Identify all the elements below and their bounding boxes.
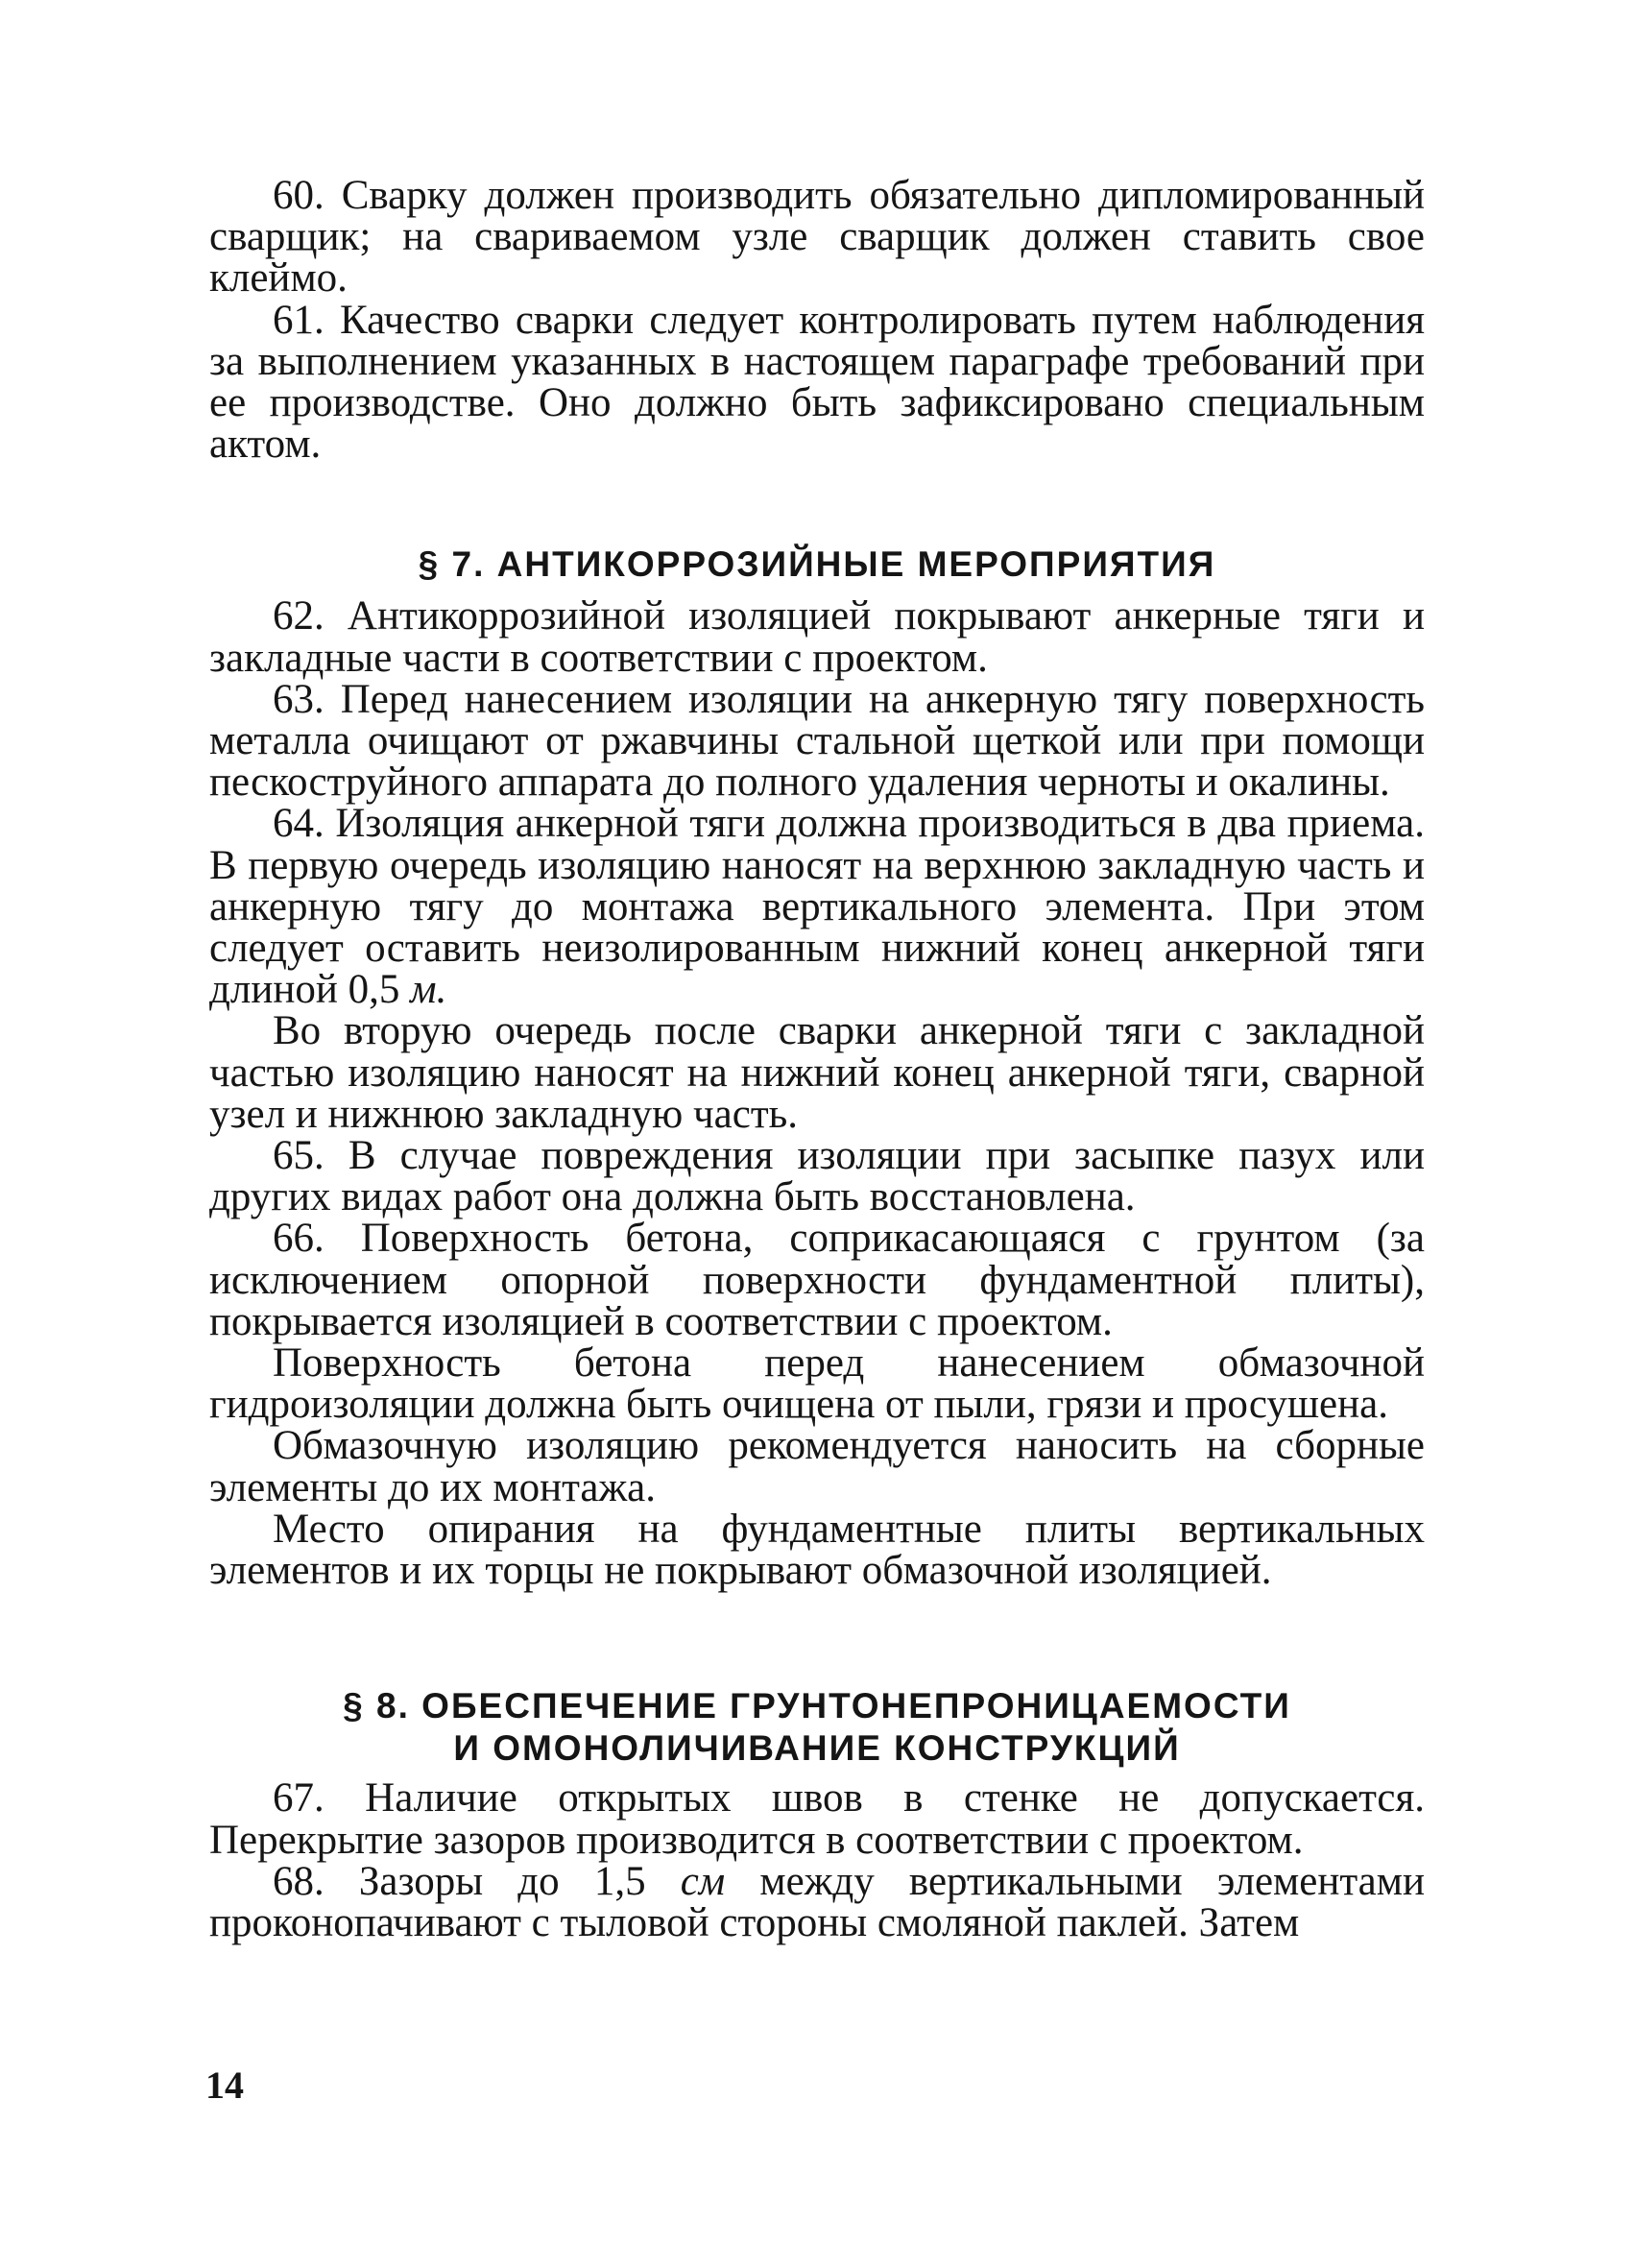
paragraph-62: 62. Антикоррозийной изоляцией покрывают анкерные тяги и закладные части в соответствии с проектом. bbox=[209, 593, 1425, 681]
paragraph-64-continued: Во вторую очередь после сварки анкерной тяги с закладной частью изоляцию наносят на нижний конец анкерной тяги, сварной узел и нижнюю закладную часть. bbox=[209, 1008, 1425, 1137]
paragraph-60: 60. Сварку должен производить обязательно дипломированный сварщик; на свариваемом узле сварщик должен ставить свое клеймо. bbox=[209, 173, 1425, 302]
paragraph-64 bbox=[209, 801, 1425, 1013]
paragraph-63: 63. Перед нанесением изоляции на анкерную тягу поверхность металла очищают от ржавчины стальной щеткой или при помощи пескоструйного аппарата до полного удаления черноты и окалины. bbox=[209, 676, 1425, 806]
paragraph-66-cleaning: Поверхность бетона перед нанесением обмазочной гидроизоляции должна быть очищена от пыли, грязи и просушена. bbox=[209, 1340, 1425, 1428]
paragraph-68-start: 68. Зазоры до 1,5 bbox=[273, 1858, 681, 1904]
section-8-heading bbox=[209, 1685, 1425, 1770]
section-8-heading-line-1: § 8. ОБЕСПЕЧЕНИЕ ГРУНТОНЕПРОНИЦАЕМОСТИ bbox=[343, 1686, 1291, 1726]
paragraph-68 bbox=[209, 1858, 1425, 1945]
paragraph-68-rest: между вертикальными элементами проконопачивают с тыловой стороны смоляной паклей. Затем bbox=[209, 1858, 1425, 1945]
text-column bbox=[209, 175, 1425, 1943]
page-number: 14 bbox=[205, 2063, 244, 2107]
unit-centimeters: см bbox=[680, 1858, 726, 1904]
section-8-heading-line-2: И ОМОНОЛИЧИВАНИЕ КОНСТРУКЦИЙ bbox=[453, 1728, 1181, 1769]
paragraph-66-coating: Обмазочную изоляцию рекомендуется наносить на сборные элементы до их монтажа. bbox=[209, 1423, 1425, 1510]
section-7-heading: § 7. АНТИКОРРОЗИЙНЫЕ МЕРОПРИЯТИЯ bbox=[418, 544, 1216, 585]
paragraph-66: 66. Поверхность бетона, соприкасающаяся с грунтом (за исключением опорной поверхности фундаментной плиты), покрывается изоляцией в соответствии с проектом. bbox=[209, 1216, 1425, 1344]
paragraph-66-bearing: Место опирания на фундаментные плиты вертикальных элементов и их торцы не покрывают обмазочной изоляцией. bbox=[209, 1506, 1425, 1594]
paragraph-65: 65. В случае повреждения изоляции при засыпке пазух или других видах работ она должна быть восстановлена. bbox=[209, 1133, 1425, 1220]
paragraph-67: 67. Наличие открытых швов в стенке не допускается. Перекрытие зазоров производится в соответствии с проектом. bbox=[209, 1775, 1425, 1863]
unit-meters: м. bbox=[410, 967, 447, 1013]
paragraph-64-text: 64. Изоляция анкерной тяги должна производиться в два приема. В первую очередь изоляцию наносят на верхнюю закладную часть и анкерную тягу до монтажа вертикального элемента. При этом следует оставить неизолированным нижний конец анкерной тяги длиной 0,5 bbox=[209, 801, 1425, 1013]
paragraph-61: 61. Качество сварки следует контролировать путем наблюдения за выполнением указанных в настоящем параграфе требований при ее производстве. Оно должно быть зафиксировано специальным актом. bbox=[209, 297, 1425, 468]
